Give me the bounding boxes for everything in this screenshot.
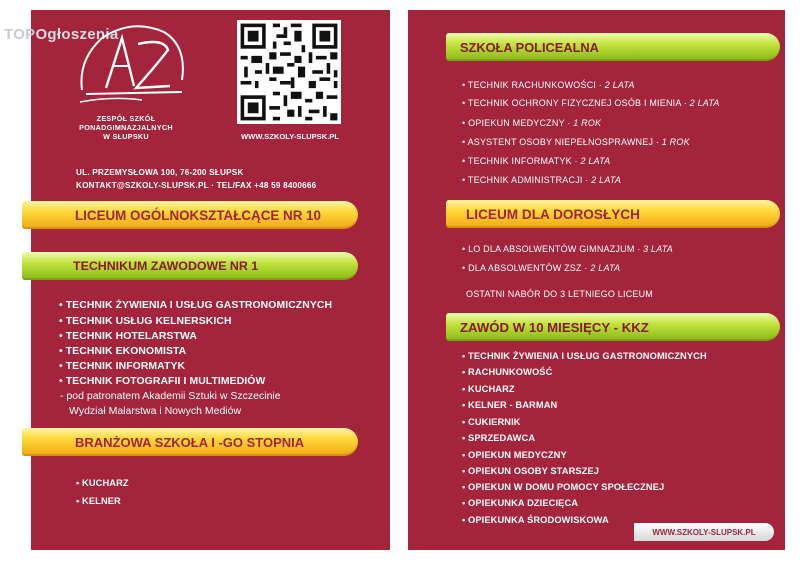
- banner-kkz-label: ZAWÓD W 10 MIESIĘCY - KKZ: [460, 319, 649, 335]
- list-item: • TECHNIK USŁUG KELNERSKICH: [59, 316, 232, 327]
- list-item: • TECHNIK HOTELARSTWA: [59, 331, 197, 342]
- list-item: • OPIEKUN W DOMU POMOCY SPOŁECZNEJ: [462, 482, 665, 492]
- banner-branzowa: [22, 428, 358, 456]
- list-item: • TECHNIK ADMINISTRACJI · 2 LATA: [462, 175, 622, 185]
- banner-dorosli-label: LICEUM DLA DOROSŁYCH: [466, 206, 640, 222]
- list-item: • OPIEKUNKA ŚRODOWISKOWA: [462, 515, 609, 525]
- list-item: • ASYSTENT OSOBY NIEPEŁNOSPRAWNEJ · 1 ROK: [462, 137, 690, 147]
- list-item: • CUKIERNIK: [462, 417, 521, 427]
- website-url-badge[interactable]: WWW.SZKOLY-SLUPSK.PL: [634, 523, 774, 541]
- list-item: • TECHNIK RACHUNKOWOŚCI · 2 LATA: [462, 80, 635, 90]
- list-item: • OPIEKUN MEDYCZNY · 1 ROK: [462, 118, 602, 128]
- contact-address: UL. PRZEMYSŁOWA 100, 76-200 SŁUPSK: [76, 168, 244, 177]
- list-item: • OPIEKUN OSOBY STARSZEJ: [462, 466, 600, 476]
- admission-note: OSTATNI NABÓR DO 3 LETNIEGO LICEUM: [466, 289, 653, 299]
- banner-policealna: [446, 33, 780, 61]
- banner-liceum-label: LICEUM OGÓLNOKSZTAŁCĄCE NR 10: [75, 207, 321, 223]
- banner-liceum: [22, 201, 358, 229]
- list-item: • KUCHARZ: [462, 384, 515, 394]
- school-logo-icon: [72, 20, 192, 108]
- list-item: • DLA ABSOLWENTÓW ZSZ · 2 LATA: [462, 263, 621, 273]
- banner-policealna-label: SZKOŁA POLICEALNA: [460, 39, 599, 55]
- list-item: • OPIEKUNKA DZIECIĘCA: [462, 498, 579, 508]
- school-name: ZESPÓŁ SZKÓŁ PONADGIMNAZJALNYCH W SŁUPSKU: [79, 114, 173, 141]
- list-item: • KUCHARZ: [76, 478, 129, 488]
- banner-technikum: [22, 252, 358, 280]
- list-item: • TECHNIK INFORMATYK · 2 LATA: [462, 156, 611, 166]
- list-item: • TECHNIK INFORMATYK: [59, 361, 186, 372]
- list-item: • TECHNIK EKONOMISTA: [59, 346, 187, 357]
- list-item: • KELNER - BARMAN: [462, 400, 558, 410]
- list-item: • TECHNIK OCHRONY FIZYCZNEJ OSÓB I MIENIA · 2 LATA: [462, 98, 720, 108]
- list-item: • SPRZEDAWCA: [462, 433, 536, 443]
- list-item: • KELNER: [76, 496, 121, 506]
- list-item: • TECHNIK ŻYWIENIA I USŁUG GASTRONOMICZNYCH: [462, 351, 707, 361]
- banner-branzowa-label: BRANŻOWA SZKOŁA I -GO STOPNIA: [75, 434, 305, 450]
- list-item: • RACHUNKOWOŚĆ: [462, 367, 553, 377]
- qr-code-icon: [237, 20, 341, 124]
- qr-url: WWW.SZKOLY-SLUPSK.PL: [240, 132, 340, 141]
- patronage-note-2: Wydział Malarstwa i Nowych Mediów: [69, 405, 242, 417]
- contact-line: KONTAKT@SZKOLY-SLUPSK.PL · TEL/FAX +48 59 8400666: [76, 181, 317, 190]
- list-item: • TECHNIK FOTOGRAFII I MULTIMEDIÓW: [59, 376, 266, 387]
- list-item: • LO DLA ABSOLWENTÓW GIMNAZJUM · 3 LATA: [462, 244, 674, 254]
- list-item: • OPIEKUN MEDYCZNY: [462, 450, 567, 460]
- patronage-note: - pod patronatem Akademii Sztuki w Szczecinie: [60, 390, 281, 402]
- banner-technikum-label: TECHNIKUM ZAWODOWE NR 1: [73, 259, 259, 273]
- banner-kkz: [446, 313, 780, 341]
- list-item: • TECHNIK ŻYWIENIA I USŁUG GASTRONOMICZNYCH: [59, 300, 333, 311]
- banner-dorosli: [446, 200, 780, 228]
- watermark: TOPOgłoszenia: [4, 26, 119, 43]
